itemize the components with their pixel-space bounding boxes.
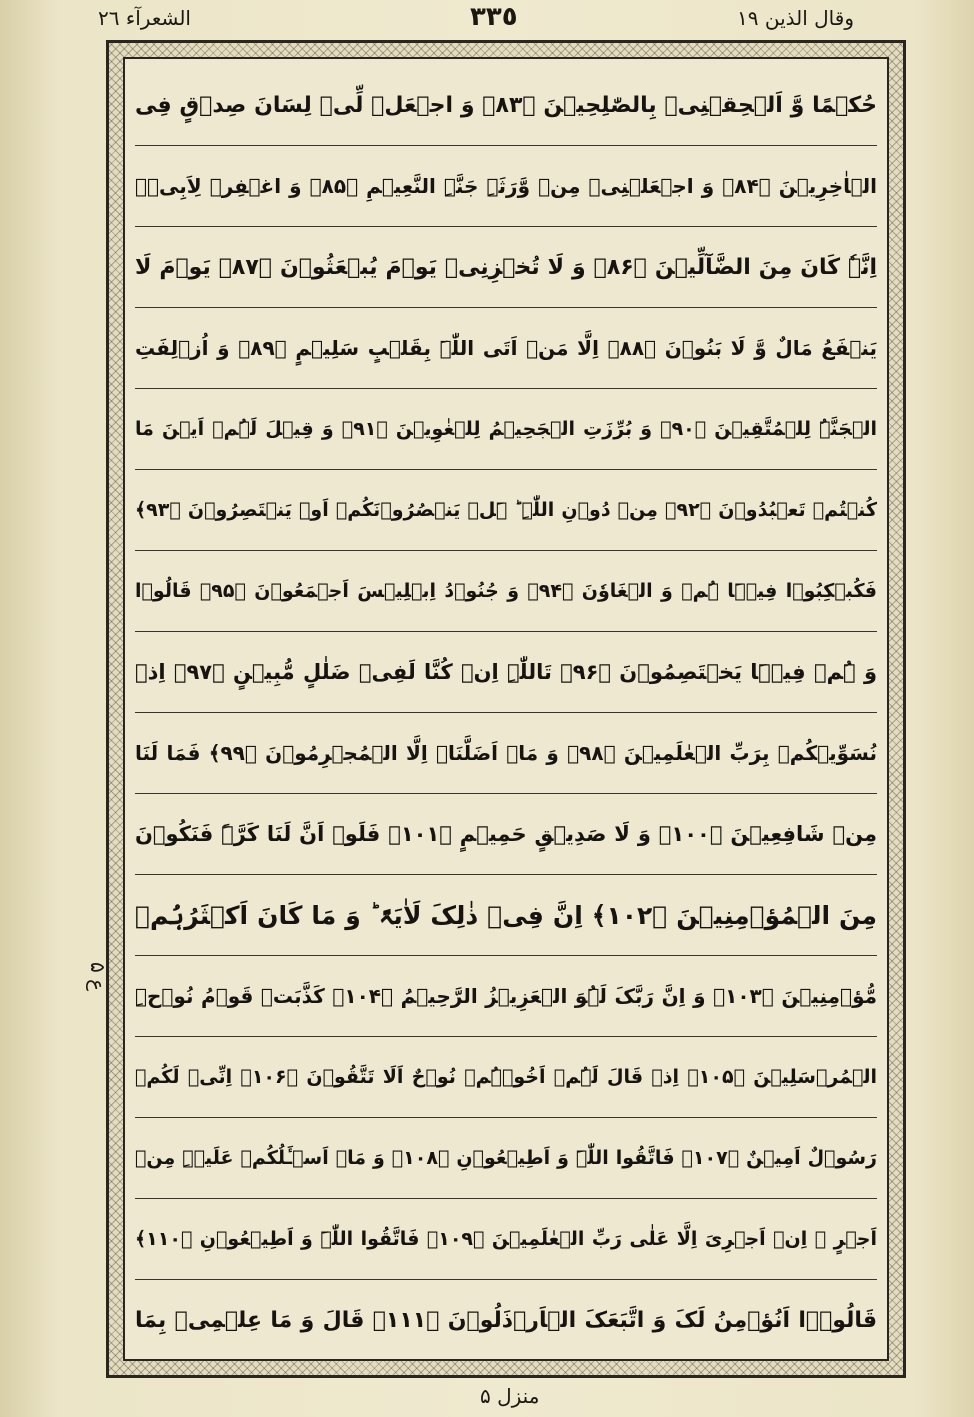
verse-line-7: فَکُبۡکِبُوۡا فِیۡہَا ہُمۡ وَ الۡغَاوٗنَ ﴿۹۴﴾ وَ جُنُوۡدُ اِبۡلِیۡسَ اَجۡمَعُوۡنَ ﴿۹۵﴾ قَالُوۡا: [135, 551, 877, 632]
verse-lines: [125, 59, 887, 1359]
verse-line-4: یَنۡفَعُ مَالٌ وَّ لَا بَنُوۡنَ ﴿۸۸﴾ اِلَّا مَنۡ اَتَی اللّٰہَ بِقَلۡبٍ سَلِیۡمٍ ﴿۸۹﴾ وَ اُزۡلِفَتِ: [135, 308, 877, 389]
ruku-margin-mark: ع ۵: [86, 962, 110, 992]
verse-line-5: الۡجَنَّۃُ لِلۡمُتَّقِیۡنَ ﴿۹۰﴾ وَ بُرِّزَتِ الۡجَحِیۡمُ لِلۡغٰوِیۡنَ ﴿۹۱﴾ وَ قِیۡلَ لَہُمۡ اَیۡنَ مَا: [135, 389, 877, 470]
verse-line-1: حُكۡمًا وَّ اَلۡحِقۡنِیۡ بِالصّٰلِحِیۡنَ ﴿۸۳﴾ وَ اجۡعَلۡ لِّیۡ لِسَانَ صِدۡقٍ فِی: [135, 65, 877, 146]
verse-line-9: نُسَوِّیۡکُمۡ بِرَبِّ الۡعٰلَمِیۡنَ ﴿۹۸﴾ وَ مَاۤ اَضَلَّنَاۤ اِلَّا الۡمُجۡرِمُوۡنَ ﴿۹۹﴾ فَمَا لَنَا: [135, 713, 877, 794]
verse-line-3: اِنَّہٗ کَانَ مِنَ الضَّآلِّیۡنَ ﴿۸۶﴾ وَ لَا تُخۡزِنِیۡ یَوۡمَ یُبۡعَثُوۡنَ ﴿۸۷﴾ یَوۡمَ لَا: [135, 227, 877, 308]
verse-line-10: مِنۡ شَافِعِیۡنَ ﴿۱۰۰﴾ وَ لَا صَدِیۡقٍ حَمِیۡمٍ ﴿۱۰۱﴾ فَلَوۡ اَنَّ لَنَا کَرَّۃً فَنَکُوۡنَ: [135, 794, 877, 875]
juz-header: وقال الذين ١٩: [737, 6, 854, 30]
verse-line-6: کُنۡتُمۡ تَعۡبُدُوۡنَ ﴿۹۲﴾ مِنۡ دُوۡنِ اللّٰہِ ؕ ہَلۡ یَنۡصُرُوۡنَکُمۡ اَوۡ یَنۡتَصِرُوۡنَ ﴿۹۳﴾: [135, 470, 877, 551]
surah-header: الشعرآء ٢٦: [98, 6, 191, 30]
manzil-footer: منزل ۵: [480, 1384, 540, 1408]
verse-line-8: وَ ہُمۡ فِیۡہَا یَخۡتَصِمُوۡنَ ﴿۹۶﴾ تَاللّٰہِ اِنۡ کُنَّا لَفِیۡ ضَلٰلٍ مُّبِیۡنٍ ﴿۹۷﴾ اِذۡ: [135, 632, 877, 713]
verse-line-2: الۡاٰخِرِیۡنَ ﴿۸۴﴾ وَ اجۡعَلۡنِیۡ مِنۡ وَّرَثَۃِ جَنَّۃِ النَّعِیۡمِ ﴿۸۵﴾ وَ اغۡفِرۡ لِاَبِیۡۤ: [135, 146, 877, 227]
ornamental-border: [106, 40, 906, 1378]
verse-line-13: الۡمُرۡسَلِیۡنَ ﴿۱۰۵﴾ اِذۡ قَالَ لَہُمۡ اَخُوۡہُمۡ نُوۡحٌ اَلَا تَتَّقُوۡنَ ﴿۱۰۶﴾ اِنِّیۡ لَکُمۡ: [135, 1037, 877, 1118]
verse-line-16: قَالُوۡۤا اَنُؤۡمِنُ لَکَ وَ اتَّبَعَکَ الۡاَرۡذَلُوۡنَ ﴿۱۱۱﴾ قَالَ وَ مَا عِلۡمِیۡ بِمَا: [135, 1308, 877, 1333]
verse-line-14: رَسُوۡلٌ اَمِیۡنٌ ﴿۱۰۷﴾ فَاتَّقُوا اللّٰہَ وَ اَطِیۡعُوۡنِ ﴿۱۰۸﴾ وَ مَاۤ اَسۡـَٔلُکُمۡ عَلَیۡہِ مِنۡ: [135, 1118, 877, 1199]
page-number: ٣٣٥: [470, 2, 518, 32]
text-panel: [123, 57, 889, 1361]
verse-line-12: مُّؤۡمِنِیۡنَ ﴿۱۰۳﴾ وَ اِنَّ رَبَّکَ لَہُوَ الۡعَزِیۡزُ الرَّحِیۡمُ ﴿۱۰۴﴾ کَذَّبَتۡ قَوۡمُ نُوۡحِۣ: [135, 956, 877, 1037]
verse-line-11: مِنَ الۡمُؤۡمِنِیۡنَ ﴿۱۰۲﴾ اِنَّ فِیۡ ذٰلِکَ لَاٰیَۃً ؕ وَ مَا کَانَ اَکۡثَرُہُمۡ: [135, 875, 877, 956]
verse-line-15: اَجۡرٍ ۚ اِنۡ اَجۡرِیَ اِلَّا عَلٰی رَبِّ الۡعٰلَمِیۡنَ ﴿۱۰۹﴾ فَاتَّقُوا اللّٰہَ وَ اَطِیۡعُوۡنِ ﴿۱۱۰﴾: [135, 1199, 877, 1280]
